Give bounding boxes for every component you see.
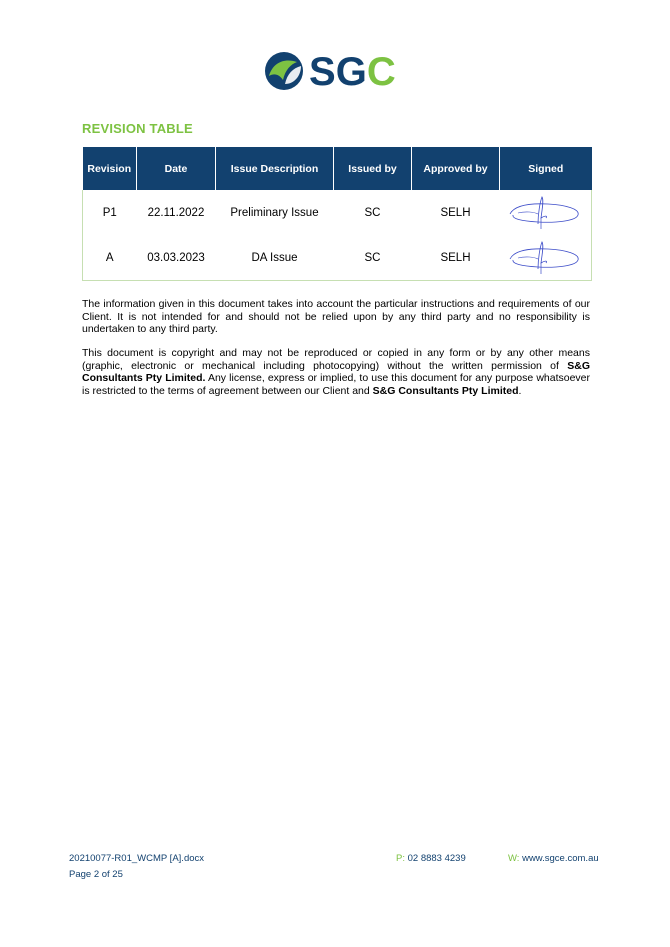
cell-signed (500, 190, 592, 235)
copyright-text: Any license, express or implied, to use this document for any purpose whatsoever is restricted to the terms of agreement between our Client and (82, 372, 591, 397)
cell-issued-by: SC (334, 235, 412, 281)
table-row (83, 190, 592, 235)
revision-table-heading: REVISION TABLE (82, 121, 193, 136)
column-header-date: Date (137, 147, 216, 190)
footer-website (508, 853, 599, 864)
website-url: www.sgce.com.au (519, 853, 599, 864)
cell-signed (500, 235, 592, 281)
signature-image (508, 194, 582, 232)
footer-phone (396, 853, 466, 864)
sgc-logo (263, 50, 413, 92)
revision-table (82, 147, 592, 281)
logo-letter-s: S (309, 50, 336, 92)
copyright-text: This document is copyright and may not be reproduced or copied in any form or by any other means (graphic, electronic or mechanical including photocopying) without the written permission of (82, 347, 590, 372)
company-name: S&G Consultants Pty Limited (372, 384, 519, 397)
cell-issue-description: Preliminary Issue (230, 206, 319, 219)
column-header-issued-by: Issued by (334, 147, 412, 190)
phone-number: 02 8883 4239 (404, 853, 466, 864)
cell-issued-by: SC (364, 206, 381, 219)
logo-wordmark (309, 50, 396, 92)
logo-letter-g: G (335, 50, 367, 92)
footer-page-number: Page 2 of 25 (69, 869, 123, 880)
company-name: S&G Consultants Pty Limited. (82, 359, 590, 385)
website-label: W: (508, 853, 520, 864)
column-header-approved-by: Approved by (412, 147, 500, 190)
column-header-revision: Revision (83, 147, 137, 190)
revision-table-header-row (83, 147, 592, 190)
signature-image (508, 239, 582, 277)
footer-filename: 20210077-R01_WCMP [A].docx (69, 853, 205, 864)
table-row (83, 235, 592, 281)
copyright-text: . (518, 384, 522, 397)
logo-letter-c: C (366, 50, 396, 92)
cell-date: 03.03.2023 (137, 235, 216, 281)
cell-approved-by: SELH (440, 206, 471, 219)
cell-revision: P1 (83, 190, 137, 235)
column-header-signed: Signed (500, 147, 592, 190)
phone-label: P: (396, 853, 405, 864)
cell-date: 22.11.2022 (147, 206, 205, 219)
cell-approved-by: SELH (412, 235, 500, 281)
column-header-issue-description: Issue Description (216, 147, 334, 190)
disclaimer-paragraph-copyright (82, 347, 590, 397)
disclaimer-paragraph-third-party: The information given in this document takes into account the particular instructions and requirements of our Client. It is not intended for and should not be relied upon by any third party and no responsibility is undertaken to any third party. (82, 298, 590, 336)
cell-issue-description: DA Issue (216, 235, 334, 281)
cell-revision: A (83, 235, 137, 281)
sgc-logo-graphic (263, 50, 413, 92)
